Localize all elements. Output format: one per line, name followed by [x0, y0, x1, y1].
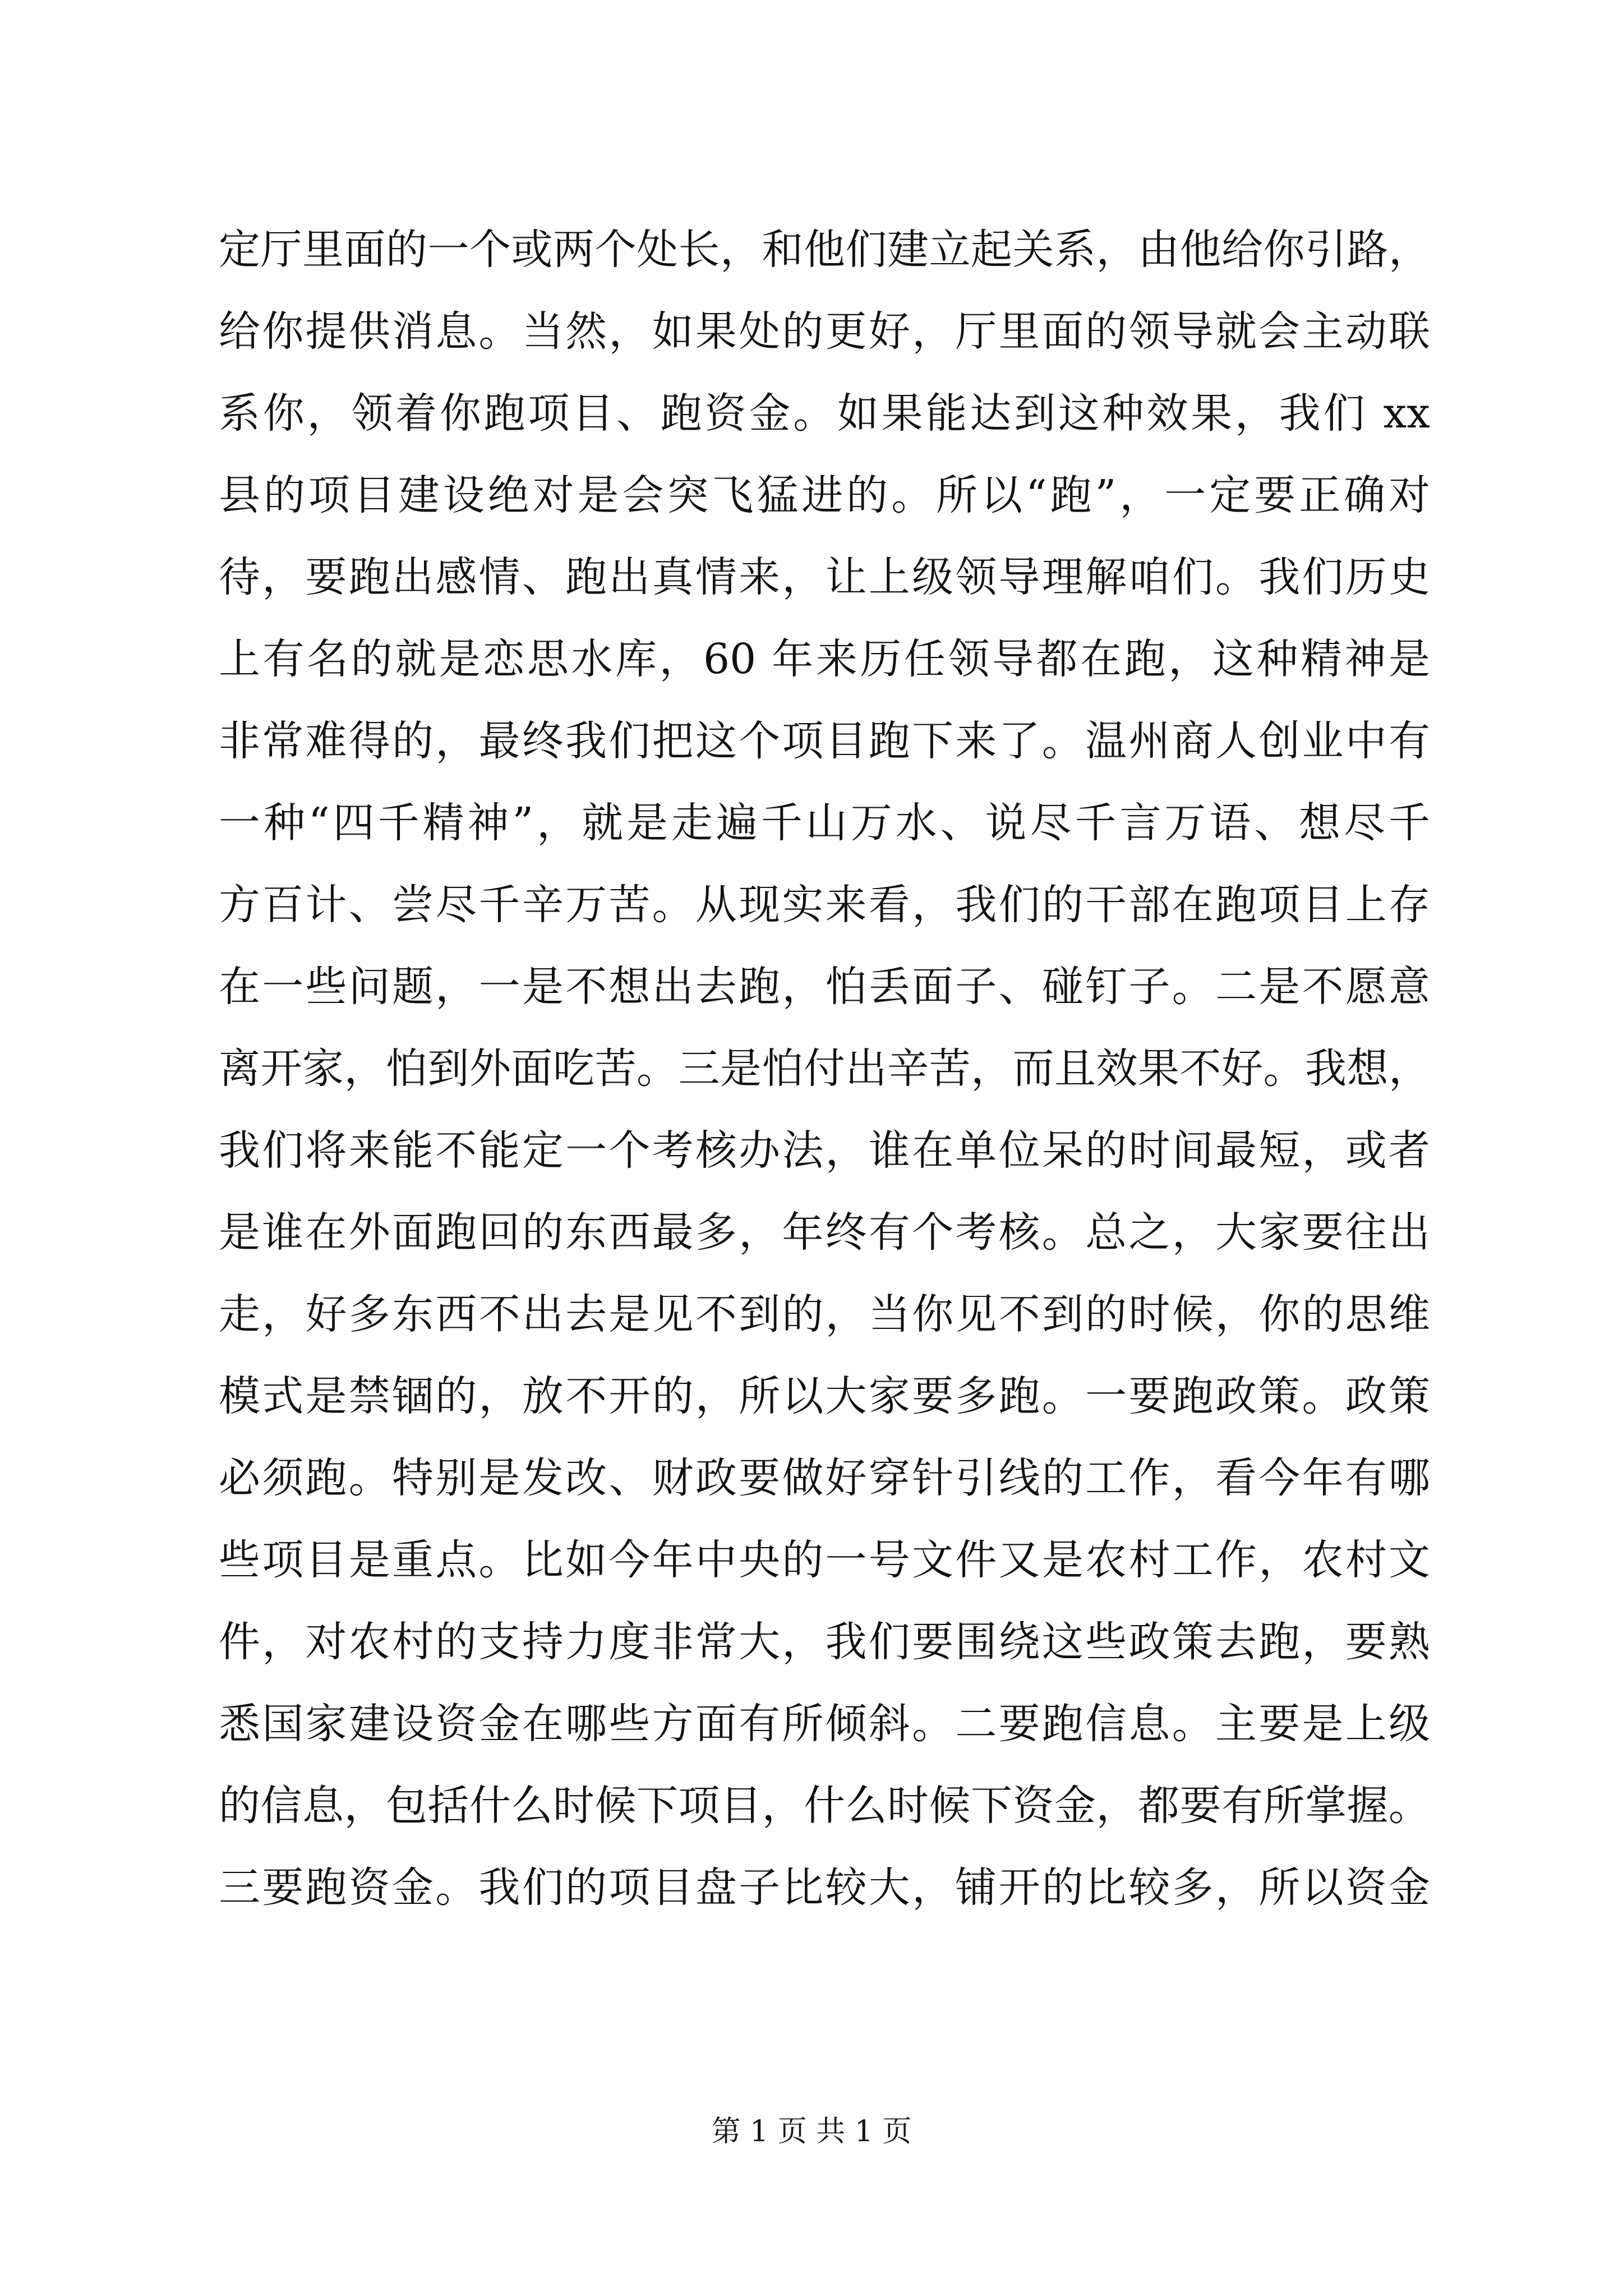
text-line-7: 非常难得的，最终我们把这个项目跑下来了。温州商人创业中有	[219, 717, 1430, 765]
text-line-16: 必须跑。特别是发改、财政要做好穿针引线的工作，看今年有哪	[219, 1454, 1430, 1502]
text-line-4: 县的项目建设绝对是会突飞猛进的。所以“跑”，一定要正确对	[219, 471, 1430, 519]
text-line-12: 我们将来能不能定一个考核办法，谁在单位呆的时间最短，或者	[219, 1126, 1430, 1175]
text-line-17: 些项目是重点。比如今年中央的一号文件又是农村工作，农村文	[219, 1536, 1430, 1584]
text-line-2: 给你提供消息。当然，如果处的更好，厅里面的领导就会主动联	[219, 307, 1430, 356]
text-line-10: 在一些问题，一是不想出去跑，怕丢面子、碰钉子。二是不愿意	[219, 963, 1430, 1011]
text-line-11: 离开家，怕到外面吃苦。三是怕付出辛苦，而且效果不好。我想，	[219, 1045, 1430, 1093]
text-line-18: 件，对农村的支持力度非常大，我们要围绕这些政策去跑，要熟	[219, 1618, 1430, 1666]
text-line-5: 待，要跑出感情、跑出真情来，让上级领导理解咱们。我们历史	[219, 553, 1430, 601]
body-text	[219, 209, 1430, 1929]
text-line-19: 悉国家建设资金在哪些方面有所倾斜。二要跑信息。主要是上级	[219, 1700, 1430, 1748]
text-line-20: 的信息，包括什么时候下项目，什么时候下资金，都要有所掌握。	[219, 1782, 1430, 1830]
text-line-14: 走，好多东西不出去是见不到的，当你见不到的时候，你的思维	[219, 1290, 1430, 1338]
text-line-21: 三要跑资金。我们的项目盘子比较大，铺开的比较多，所以资金	[219, 1864, 1430, 1912]
text-line-8: 一种“四千精神”，就是走遍千山万水、说尽千言万语、想尽千	[219, 799, 1430, 847]
text-line-15: 模式是禁锢的，放不开的，所以大家要多跑。一要跑政策。政策	[219, 1372, 1430, 1420]
text-line-3: 系你，领着你跑项目、跑资金。如果能达到这种效果，我们 xx	[219, 389, 1430, 438]
text-line-6: 上有名的就是恋思水库，60 年来历任领导都在跑，这种精神是	[219, 635, 1430, 683]
page-footer	[0, 2115, 1623, 2148]
text-line-1: 定厅里面的一个或两个处长，和他们建立起关系，由他给你引路，	[219, 226, 1430, 274]
page-number-label: 第 1 页 共 1 页	[711, 2115, 912, 2148]
text-line-13: 是谁在外面跑回的东西最多，年终有个考核。总之，大家要往出	[219, 1208, 1430, 1257]
text-line-9: 方百计、尝尽千辛万苦。从现实来看，我们的干部在跑项目上存	[219, 881, 1430, 929]
